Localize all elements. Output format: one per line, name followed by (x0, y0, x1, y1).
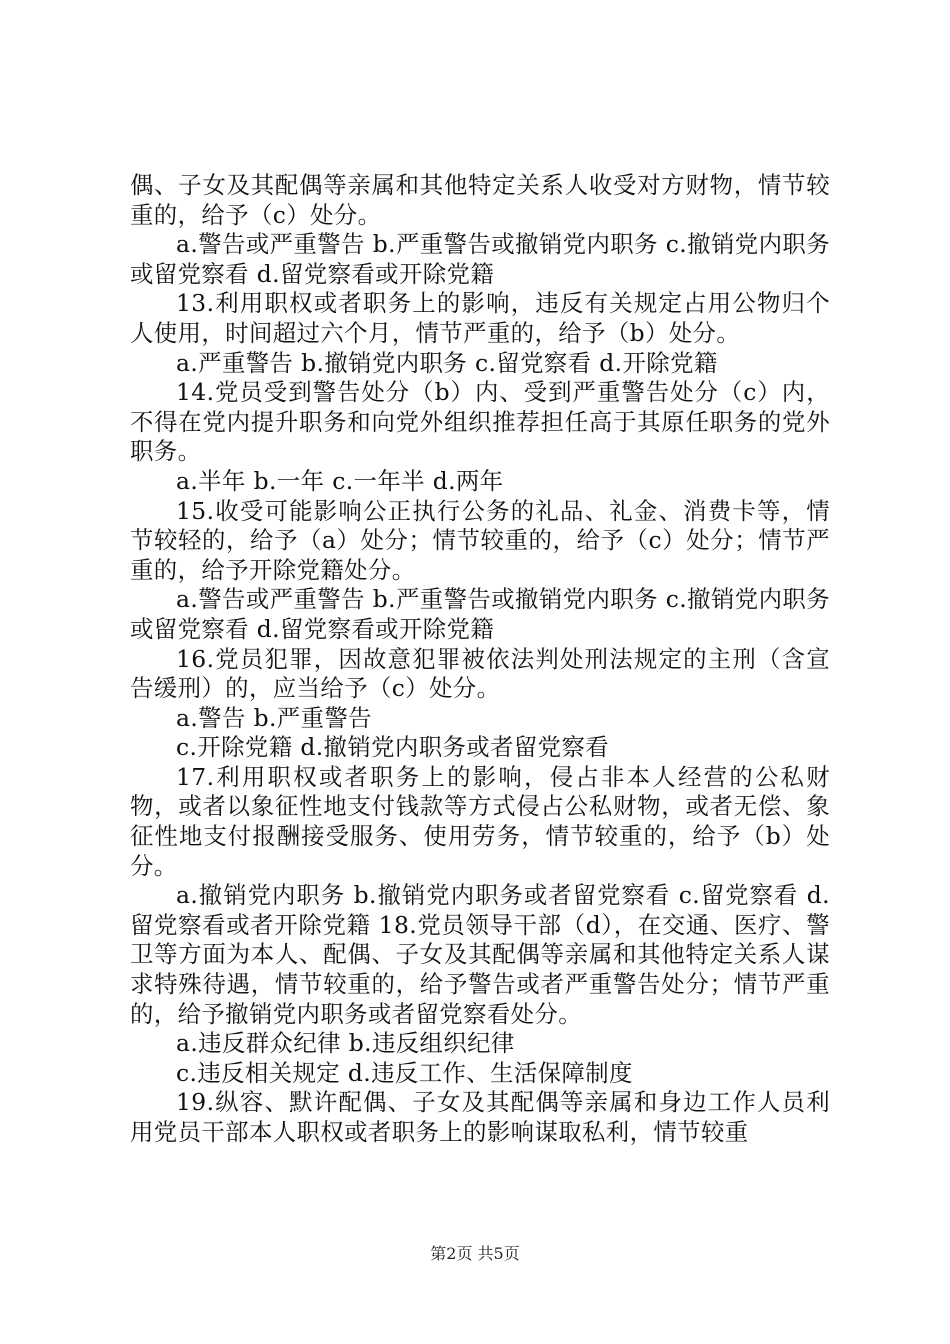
question-14: 14.党员受到警告处分（b）内、受到严重警告处分（c）内，不得在党内提升职务和向党外组织推荐担任高于其原任职务的党外职务。 (130, 378, 830, 466)
answer-options: a.警告 b.严重警告 (176, 703, 372, 732)
question-15: 15.收受可能影响公正执行公务的礼品、礼金、消费卡等，情节较轻的，给予（a）处分；情节较重的，给予（c）处分；情节严重的，给予开除党籍处分。 (130, 496, 830, 584)
answer-options: a.半年 b.一年 c.一年半 d.两年 (176, 466, 504, 495)
question-13: 13.利用职权或者职务上的影响，违反有关规定占用公物归个人使用，时间超过六个月，情节严重的，给予（b）处分。 (130, 289, 830, 347)
page-number-label: 第2页 共5页 (430, 1244, 520, 1263)
answer-options: a.警告或严重警告 b.严重警告或撤销党内职务 c.撤销党内职务或留党察看 d.留党察看或开除党籍 (130, 230, 830, 288)
answer-options-and-question-18: a.撤销党内职务 b.撤销党内职务或者留党察看 c.留党察看 d.留党察看或者开除党籍 18.党员领导干部（d），在交通、医疗、警卫等方面为本人、配偶、子女及其配偶等亲属和其他特定关系人谋求特殊待遇，情节较重的，给予警告或者严重警告处分；情节严重的，给予撤销党内职务或者留党察看处分。 (130, 881, 830, 1028)
paragraph-continuation: 偶、子女及其配偶等亲属和其他特定关系人收受对方财物，情节较重的，给予（c）处分。 (130, 171, 830, 229)
answer-options: a.严重警告 b.撤销党内职务 c.留党察看 d.开除党籍 (176, 348, 718, 377)
page-footer (0, 1244, 950, 1264)
question-19: 19.纵容、默许配偶、子女及其配偶等亲属和身边工作人员利用党员干部本人职权或者职务上的影响谋取私利，情节较重 (130, 1088, 830, 1146)
answer-options: c.违反相关规定 d.违反工作、生活保障制度 (176, 1058, 633, 1087)
question-17: 17.利用职权或者职务上的影响，侵占非本人经营的公私财物，或者以象征性地支付钱款等方式侵占公私财物，或者无偿、象征性地支付报酬接受服务、使用劳务，情节较重的，给予（b）处分。 (130, 762, 830, 880)
question-16: 16.党员犯罪，因故意犯罪被依法判处刑法规定的主刑（含宣告缓刑）的，应当给予（c）处分。 (130, 644, 830, 703)
answer-options: a.违反群众纪律 b.违反组织纪律 (176, 1029, 515, 1058)
answer-options: c.开除党籍 d.撤销党内职务或者留党察看 (176, 733, 610, 762)
answer-options: a.警告或严重警告 b.严重警告或撤销党内职务 c.撤销党内职务或留党察看 d.留党察看或开除党籍 (130, 585, 830, 643)
document-body (130, 171, 830, 1148)
